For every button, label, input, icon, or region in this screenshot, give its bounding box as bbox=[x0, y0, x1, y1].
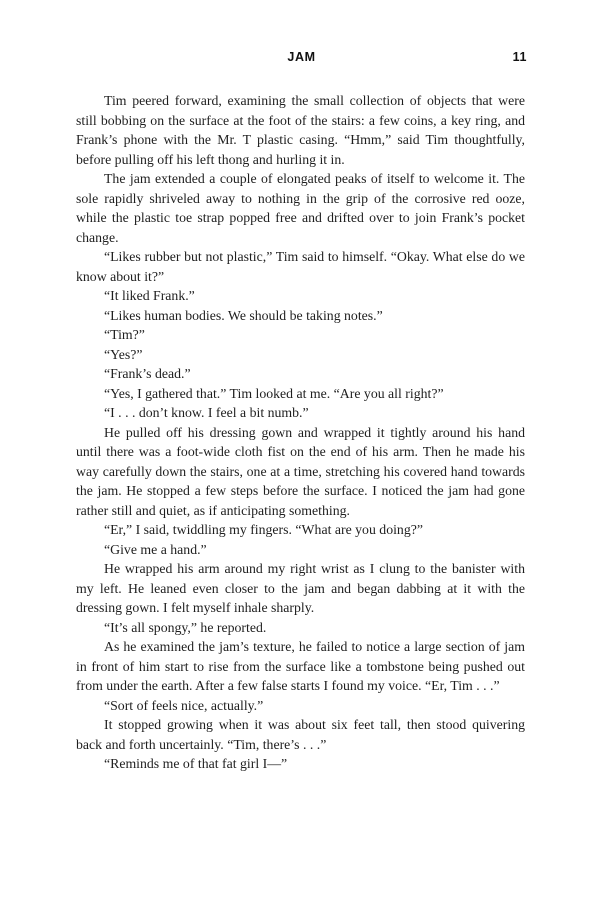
paragraph: “Yes?” bbox=[104, 346, 143, 362]
paragraph: The jam extended a couple of elongated peaks of itself to welcome it. The sole rapidly shriveled away to nothing in the grip of the corrosive red ooze, while the plastic toe strap popped free and drifted over to join Frank’s pocket change. bbox=[76, 171, 525, 245]
paragraph: “Er,” I said, twiddling my fingers. “What are you doing?” bbox=[104, 522, 423, 537]
paragraph: “Tim?” bbox=[104, 327, 145, 342]
body-text bbox=[76, 91, 525, 774]
paragraph: “Likes rubber but not plastic,” Tim said to himself. “Okay. What else do we know about it?” bbox=[76, 249, 525, 284]
paragraph: He pulled off his dressing gown and wrapped it tightly around his hand until there was a foot-wide cloth fist on the end of his arm. Then he made his way carefully down the stairs, one at a time, stretching his covered hand towards the jam. He stopped a few steps before the surface. I noticed the jam had gone rather still and quiet, as if anticipating something. bbox=[76, 424, 525, 518]
paragraph: “I . . . don’t know. I feel a bit numb.” bbox=[104, 405, 309, 420]
paragraph: “It’s all spongy,” he reported. bbox=[104, 619, 267, 635]
running-title: JAM bbox=[287, 50, 316, 64]
paragraph: “Frank’s dead.” bbox=[104, 366, 191, 381]
paragraph: It stopped growing when it was about six feet tall, then stood quivering back and forth uncertainly. “Tim, there’s . . .” bbox=[76, 717, 525, 752]
paragraph: “Yes, I gathered that.” Tim looked at me. “Are you all right?” bbox=[104, 385, 444, 401]
paragraph: “Sort of feels nice, actually.” bbox=[104, 697, 264, 713]
paragraph: “It liked Frank.” bbox=[104, 288, 195, 303]
paragraph: Tim peered forward, examining the small collection of objects that were still bobbing on the surface at the foot of the stairs: a few coins, a key ring, and Frank’s phone with the Mr. T plastic casing. “Hmm,” said Tim thoughtfully, before pulling off his left thong and hurling it in. bbox=[76, 93, 525, 167]
paragraph: “Give me a hand.” bbox=[104, 541, 207, 557]
paragraph: “Reminds me of that fat girl I—” bbox=[104, 756, 288, 771]
running-header bbox=[76, 50, 527, 66]
paragraph: As he examined the jam’s texture, he failed to notice a large section of jam in front of him start to rise from the surface like a tombstone being pushed out from under the earth. After a few false starts I found my voice. “Er, Tim . . .” bbox=[76, 639, 525, 693]
page-number: 11 bbox=[512, 50, 527, 64]
paragraph: “Likes human bodies. We should be taking notes.” bbox=[104, 307, 383, 323]
paragraph: He wrapped his arm around my right wrist as I clung to the banister with my left. He leaned even closer to the jam and began dabbing at it with the dressing gown. I felt myself inhale sharply. bbox=[76, 561, 525, 615]
